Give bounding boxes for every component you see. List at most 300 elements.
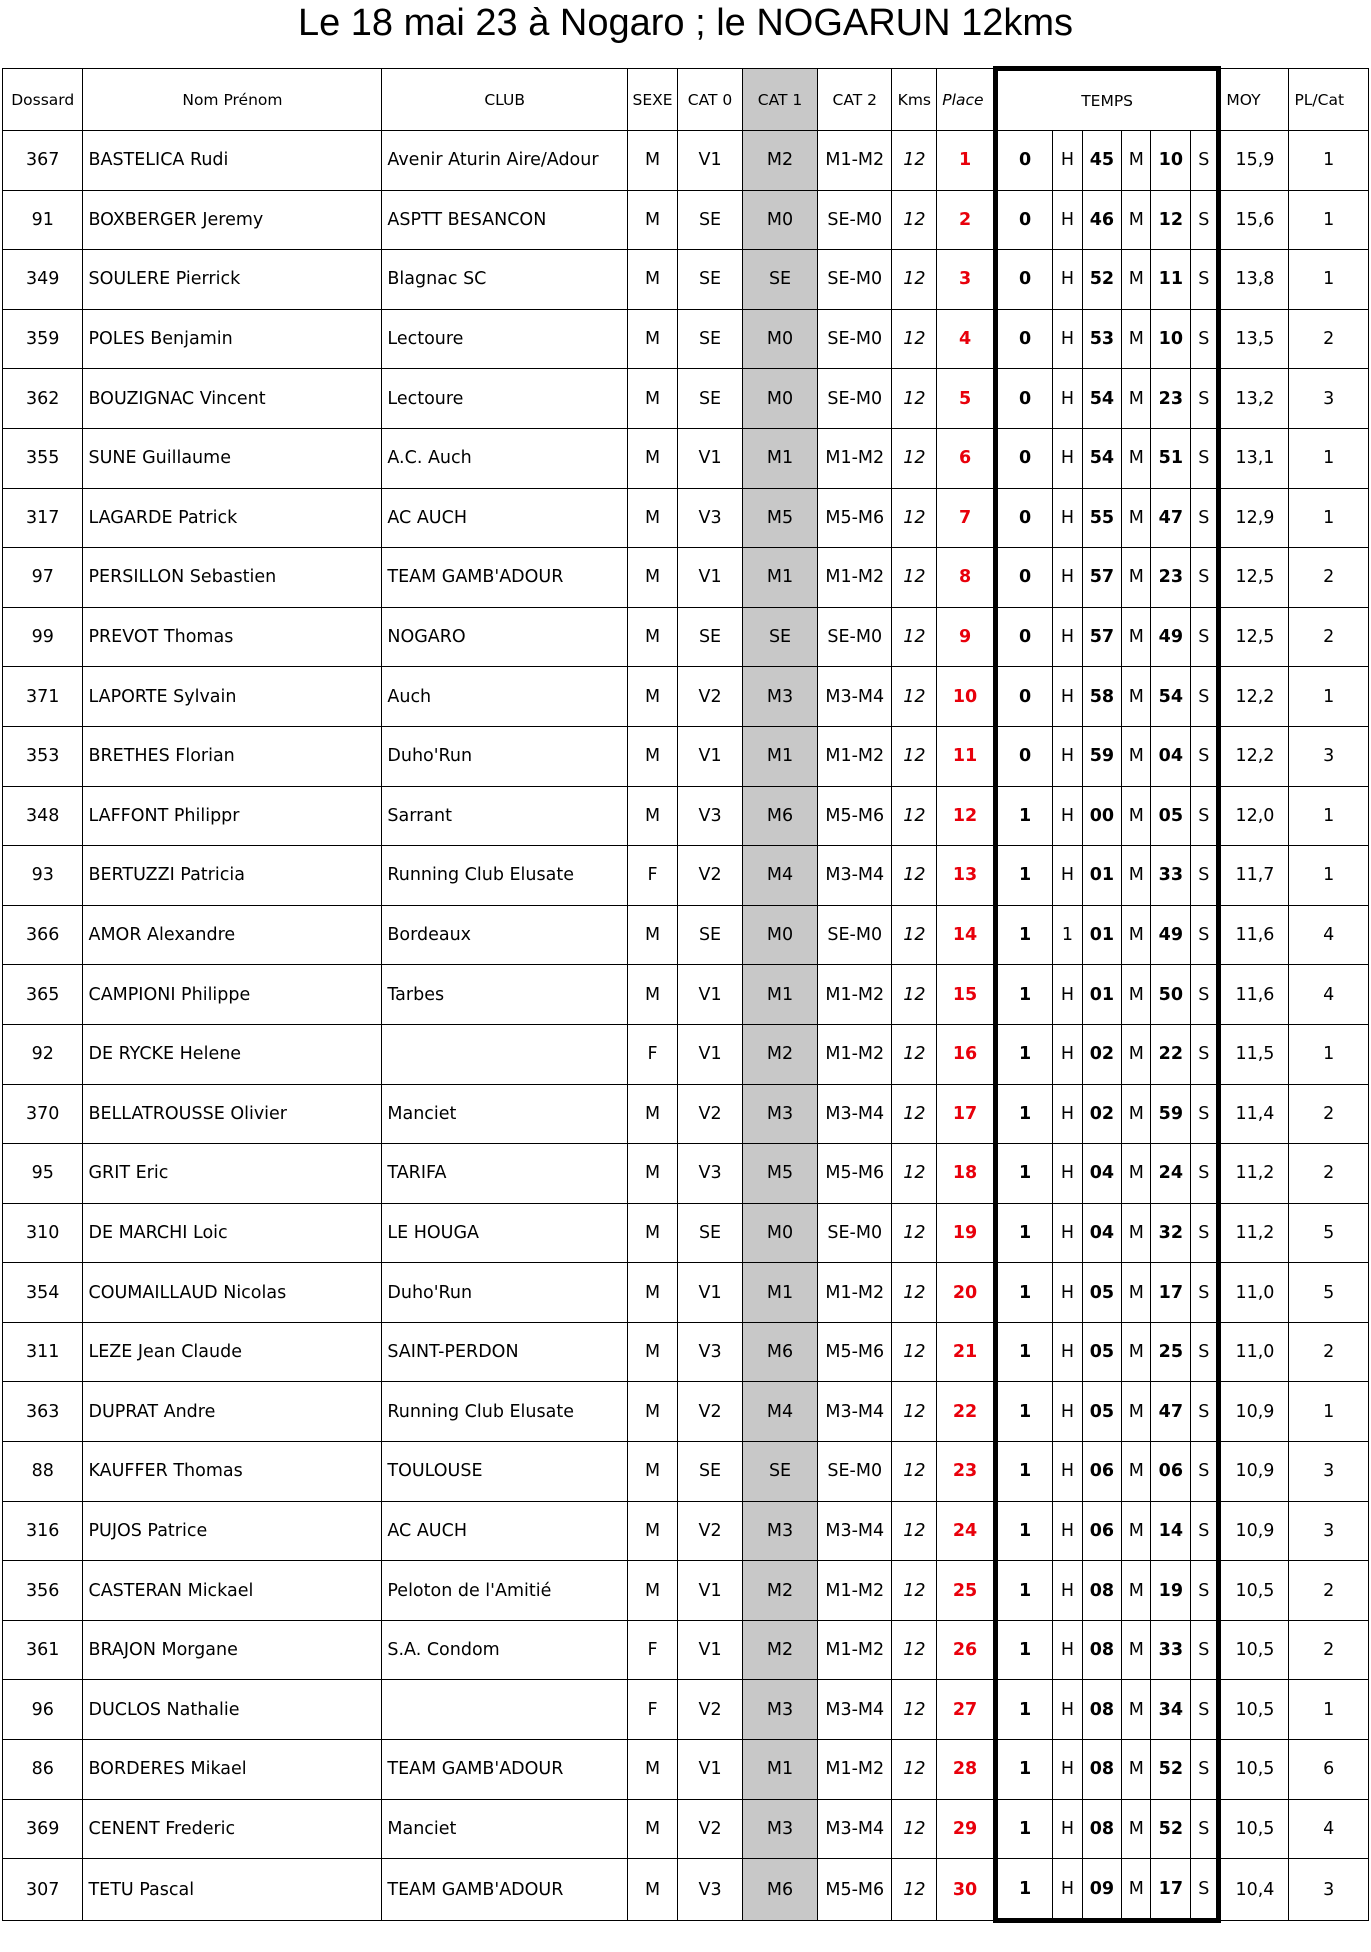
cell-minutes: 00 <box>1082 786 1122 846</box>
cell-plcat: 1 <box>1289 846 1369 906</box>
cell-place: 11 <box>937 726 996 786</box>
cell-cat0: V3 <box>678 786 743 846</box>
cell-place: 15 <box>937 965 996 1025</box>
cell-hours-label: H <box>1053 190 1082 250</box>
cell-seconds: 51 <box>1151 428 1191 488</box>
cell-cat2: M3-M4 <box>818 667 892 727</box>
table-row <box>3 1263 1369 1323</box>
cell-cat2: M5-M6 <box>818 786 892 846</box>
cell-moy: 12,2 <box>1219 726 1289 786</box>
cell-moy: 11,0 <box>1219 1263 1289 1323</box>
cell-sexe: F <box>627 846 677 906</box>
cell-dossard: 363 <box>3 1382 83 1442</box>
table-row <box>3 1799 1369 1859</box>
cell-cat0: V1 <box>678 1561 743 1621</box>
cell-cat1: M3 <box>742 1084 817 1144</box>
cell-nom: BOUZIGNAC Vincent <box>83 369 382 429</box>
cell-place: 1 <box>937 131 996 191</box>
cell-club: Tarbes <box>382 965 628 1025</box>
cell-sexe: M <box>627 1501 677 1561</box>
table-row <box>3 250 1369 310</box>
cell-minutes-label: M <box>1122 1501 1151 1561</box>
cell-nom: LEZE Jean Claude <box>83 1322 382 1382</box>
cell-moy: 10,5 <box>1219 1680 1289 1740</box>
cell-hours-label: 1 <box>1053 905 1082 965</box>
cell-sexe: M <box>627 607 677 667</box>
cell-hours: 1 <box>995 1620 1052 1680</box>
cell-cat2: SE-M0 <box>818 250 892 310</box>
cell-seconds: 17 <box>1151 1859 1191 1921</box>
cell-nom: BRAJON Morgane <box>83 1620 382 1680</box>
cell-nom: DE RYCKE Helene <box>83 1024 382 1084</box>
cell-seconds-label: S <box>1191 1740 1219 1800</box>
cell-hours: 0 <box>995 726 1052 786</box>
cell-cat1: M5 <box>742 488 817 548</box>
cell-cat1: M4 <box>742 846 817 906</box>
cell-kms: 12 <box>892 1620 937 1680</box>
cell-nom: COUMAILLAUD Nicolas <box>83 1263 382 1323</box>
cell-kms: 12 <box>892 786 937 846</box>
header-cat1: CAT 1 <box>742 69 817 131</box>
cell-plcat: 5 <box>1289 1263 1369 1323</box>
cell-sexe: M <box>627 667 677 727</box>
cell-moy: 11,7 <box>1219 846 1289 906</box>
cell-club: TARIFA <box>382 1144 628 1204</box>
table-row <box>3 548 1369 608</box>
cell-kms: 12 <box>892 190 937 250</box>
cell-minutes: 57 <box>1082 607 1122 667</box>
cell-seconds-label: S <box>1191 1322 1219 1382</box>
cell-hours: 0 <box>995 369 1052 429</box>
header-place: Place <box>937 69 996 131</box>
cell-seconds-label: S <box>1191 1263 1219 1323</box>
cell-sexe: M <box>627 309 677 369</box>
cell-minutes: 01 <box>1082 846 1122 906</box>
cell-cat1: M0 <box>742 309 817 369</box>
cell-kms: 12 <box>892 726 937 786</box>
cell-minutes: 05 <box>1082 1382 1122 1442</box>
cell-place: 27 <box>937 1680 996 1740</box>
cell-seconds-label: S <box>1191 667 1219 727</box>
cell-minutes-label: M <box>1122 786 1151 846</box>
cell-minutes: 57 <box>1082 548 1122 608</box>
cell-cat1: M2 <box>742 1561 817 1621</box>
cell-seconds-label: S <box>1191 1144 1219 1204</box>
cell-place: 20 <box>937 1263 996 1323</box>
cell-seconds: 47 <box>1151 1382 1191 1442</box>
cell-plcat: 3 <box>1289 726 1369 786</box>
cell-dossard: 95 <box>3 1144 83 1204</box>
header-dossard: Dossard <box>3 69 83 131</box>
cell-dossard: 362 <box>3 369 83 429</box>
cell-kms: 12 <box>892 607 937 667</box>
cell-cat2: SE-M0 <box>818 1203 892 1263</box>
cell-hours-label: H <box>1053 1442 1082 1502</box>
cell-dossard: 366 <box>3 905 83 965</box>
cell-moy: 10,4 <box>1219 1859 1289 1921</box>
cell-club: ASPTT BESANCON <box>382 190 628 250</box>
cell-moy: 15,6 <box>1219 190 1289 250</box>
cell-seconds: 23 <box>1151 548 1191 608</box>
cell-seconds-label: S <box>1191 1799 1219 1859</box>
cell-club: S.A. Condom <box>382 1620 628 1680</box>
cell-club: Bordeaux <box>382 905 628 965</box>
cell-minutes: 55 <box>1082 488 1122 548</box>
cell-minutes: 09 <box>1082 1859 1122 1921</box>
table-row <box>3 786 1369 846</box>
cell-club: Auch <box>382 667 628 727</box>
cell-place: 26 <box>937 1620 996 1680</box>
cell-place: 12 <box>937 786 996 846</box>
cell-seconds-label: S <box>1191 1442 1219 1502</box>
cell-sexe: M <box>627 1561 677 1621</box>
cell-cat1: M1 <box>742 726 817 786</box>
cell-plcat: 3 <box>1289 1501 1369 1561</box>
cell-seconds: 33 <box>1151 1620 1191 1680</box>
header-plcat: PL/Cat <box>1289 69 1369 131</box>
cell-seconds-label: S <box>1191 965 1219 1025</box>
cell-plcat: 2 <box>1289 1322 1369 1382</box>
cell-hours-label: H <box>1053 1620 1082 1680</box>
cell-cat0: SE <box>678 369 743 429</box>
cell-seconds: 24 <box>1151 1144 1191 1204</box>
cell-hours: 1 <box>995 1024 1052 1084</box>
cell-dossard: 310 <box>3 1203 83 1263</box>
cell-hours-label: H <box>1053 369 1082 429</box>
cell-club <box>382 1024 628 1084</box>
cell-plcat: 2 <box>1289 548 1369 608</box>
cell-seconds: 49 <box>1151 905 1191 965</box>
cell-club: Manciet <box>382 1084 628 1144</box>
cell-kms: 12 <box>892 1442 937 1502</box>
cell-cat0: SE <box>678 309 743 369</box>
cell-cat2: M1-M2 <box>818 1263 892 1323</box>
cell-place: 18 <box>937 1144 996 1204</box>
cell-seconds-label: S <box>1191 1024 1219 1084</box>
cell-hours: 0 <box>995 667 1052 727</box>
cell-cat1: SE <box>742 607 817 667</box>
cell-nom: BELLATROUSSE Olivier <box>83 1084 382 1144</box>
cell-cat2: M5-M6 <box>818 1144 892 1204</box>
cell-seconds-label: S <box>1191 250 1219 310</box>
cell-seconds: 22 <box>1151 1024 1191 1084</box>
cell-cat0: SE <box>678 190 743 250</box>
table-row <box>3 1084 1369 1144</box>
cell-nom: DUPRAT Andre <box>83 1382 382 1442</box>
cell-minutes: 06 <box>1082 1501 1122 1561</box>
table-row <box>3 428 1369 488</box>
cell-cat1: M2 <box>742 1024 817 1084</box>
cell-plcat: 3 <box>1289 1442 1369 1502</box>
cell-club: LE HOUGA <box>382 1203 628 1263</box>
cell-cat1: M1 <box>742 965 817 1025</box>
cell-minutes-label: M <box>1122 131 1151 191</box>
cell-hours-label: H <box>1053 1084 1082 1144</box>
cell-kms: 12 <box>892 1024 937 1084</box>
cell-club: Running Club Elusate <box>382 846 628 906</box>
cell-minutes-label: M <box>1122 1322 1151 1382</box>
cell-moy: 13,5 <box>1219 309 1289 369</box>
cell-nom: LAFFONT Philippr <box>83 786 382 846</box>
table-row <box>3 369 1369 429</box>
cell-nom: DE MARCHI Loic <box>83 1203 382 1263</box>
cell-moy: 11,0 <box>1219 1322 1289 1382</box>
cell-sexe: M <box>627 965 677 1025</box>
cell-kms: 12 <box>892 1322 937 1382</box>
cell-sexe: M <box>627 428 677 488</box>
cell-minutes-label: M <box>1122 1203 1151 1263</box>
cell-place: 17 <box>937 1084 996 1144</box>
cell-moy: 11,4 <box>1219 1084 1289 1144</box>
cell-moy: 12,9 <box>1219 488 1289 548</box>
cell-plcat: 2 <box>1289 1084 1369 1144</box>
cell-seconds-label: S <box>1191 369 1219 429</box>
cell-cat0: V1 <box>678 131 743 191</box>
cell-sexe: M <box>627 1442 677 1502</box>
cell-dossard: 354 <box>3 1263 83 1323</box>
cell-minutes: 46 <box>1082 190 1122 250</box>
cell-moy: 12,0 <box>1219 786 1289 846</box>
cell-plcat: 1 <box>1289 1382 1369 1442</box>
cell-moy: 10,5 <box>1219 1561 1289 1621</box>
cell-seconds-label: S <box>1191 428 1219 488</box>
cell-plcat: 1 <box>1289 428 1369 488</box>
cell-kms: 12 <box>892 1501 937 1561</box>
cell-cat2: SE-M0 <box>818 309 892 369</box>
cell-plcat: 1 <box>1289 786 1369 846</box>
cell-seconds: 14 <box>1151 1501 1191 1561</box>
cell-cat2: M1-M2 <box>818 1561 892 1621</box>
cell-hours: 1 <box>995 1144 1052 1204</box>
cell-moy: 11,6 <box>1219 905 1289 965</box>
cell-cat0: V1 <box>678 1263 743 1323</box>
table-row <box>3 1501 1369 1561</box>
cell-kms: 12 <box>892 369 937 429</box>
cell-club: AC AUCH <box>382 1501 628 1561</box>
cell-minutes-label: M <box>1122 309 1151 369</box>
cell-cat1: M6 <box>742 1859 817 1921</box>
cell-club <box>382 1680 628 1740</box>
cell-place: 16 <box>937 1024 996 1084</box>
cell-cat2: M3-M4 <box>818 1501 892 1561</box>
cell-place: 23 <box>937 1442 996 1502</box>
results-table <box>2 66 1369 1923</box>
cell-dossard: 91 <box>3 190 83 250</box>
cell-seconds-label: S <box>1191 1620 1219 1680</box>
cell-cat2: M5-M6 <box>818 488 892 548</box>
cell-cat0: V1 <box>678 726 743 786</box>
cell-cat1: SE <box>742 250 817 310</box>
cell-cat1: M2 <box>742 1620 817 1680</box>
cell-minutes: 54 <box>1082 369 1122 429</box>
cell-minutes: 05 <box>1082 1263 1122 1323</box>
cell-cat1: M4 <box>742 1382 817 1442</box>
cell-cat1: M1 <box>742 1263 817 1323</box>
cell-minutes: 54 <box>1082 428 1122 488</box>
cell-plcat: 1 <box>1289 667 1369 727</box>
cell-seconds-label: S <box>1191 1680 1219 1740</box>
cell-dossard: 367 <box>3 131 83 191</box>
table-row <box>3 1740 1369 1800</box>
table-row <box>3 1322 1369 1382</box>
table-row <box>3 726 1369 786</box>
cell-plcat: 3 <box>1289 369 1369 429</box>
cell-hours: 1 <box>995 905 1052 965</box>
header-cat0: CAT 0 <box>678 69 743 131</box>
cell-sexe: M <box>627 190 677 250</box>
cell-plcat: 1 <box>1289 1024 1369 1084</box>
cell-plcat: 1 <box>1289 1680 1369 1740</box>
header-sexe: SEXE <box>627 69 677 131</box>
cell-hours-label: H <box>1053 309 1082 369</box>
cell-seconds-label: S <box>1191 548 1219 608</box>
table-row <box>3 607 1369 667</box>
cell-cat2: M1-M2 <box>818 548 892 608</box>
cell-plcat: 3 <box>1289 1859 1369 1921</box>
cell-minutes-label: M <box>1122 905 1151 965</box>
cell-sexe: M <box>627 131 677 191</box>
cell-nom: PREVOT Thomas <box>83 607 382 667</box>
cell-minutes-label: M <box>1122 428 1151 488</box>
cell-dossard: 93 <box>3 846 83 906</box>
table-row <box>3 846 1369 906</box>
cell-hours-label: H <box>1053 786 1082 846</box>
cell-club: TEAM GAMB'ADOUR <box>382 548 628 608</box>
cell-cat2: M3-M4 <box>818 1382 892 1442</box>
cell-club: Duho'Run <box>382 1263 628 1323</box>
cell-cat2: M5-M6 <box>818 1859 892 1921</box>
cell-minutes: 01 <box>1082 905 1122 965</box>
cell-minutes: 53 <box>1082 309 1122 369</box>
cell-dossard: 361 <box>3 1620 83 1680</box>
cell-kms: 12 <box>892 1144 937 1204</box>
cell-minutes: 02 <box>1082 1084 1122 1144</box>
cell-club: SAINT-PERDON <box>382 1322 628 1382</box>
cell-club: TEAM GAMB'ADOUR <box>382 1740 628 1800</box>
cell-sexe: M <box>627 488 677 548</box>
cell-hours-label: H <box>1053 607 1082 667</box>
cell-sexe: F <box>627 1620 677 1680</box>
cell-club: Running Club Elusate <box>382 1382 628 1442</box>
cell-minutes-label: M <box>1122 667 1151 727</box>
cell-kms: 12 <box>892 250 937 310</box>
cell-sexe: M <box>627 1263 677 1323</box>
cell-minutes: 08 <box>1082 1561 1122 1621</box>
cell-kms: 12 <box>892 1680 937 1740</box>
cell-dossard: 99 <box>3 607 83 667</box>
cell-dossard: 355 <box>3 428 83 488</box>
cell-moy: 11,2 <box>1219 1144 1289 1204</box>
cell-dossard: 307 <box>3 1859 83 1921</box>
cell-plcat: 5 <box>1289 1203 1369 1263</box>
cell-cat2: M1-M2 <box>818 965 892 1025</box>
cell-place: 4 <box>937 309 996 369</box>
cell-hours: 1 <box>995 846 1052 906</box>
cell-dossard: 92 <box>3 1024 83 1084</box>
header-club: CLUB <box>382 69 628 131</box>
cell-seconds-label: S <box>1191 1203 1219 1263</box>
cell-minutes-label: M <box>1122 488 1151 548</box>
cell-hours: 0 <box>995 250 1052 310</box>
cell-kms: 12 <box>892 1859 937 1921</box>
cell-cat2: M1-M2 <box>818 428 892 488</box>
cell-plcat: 1 <box>1289 131 1369 191</box>
cell-moy: 15,9 <box>1219 131 1289 191</box>
cell-sexe: F <box>627 1024 677 1084</box>
cell-moy: 13,8 <box>1219 250 1289 310</box>
cell-hours-label: H <box>1053 1263 1082 1323</box>
cell-dossard: 371 <box>3 667 83 727</box>
cell-seconds: 47 <box>1151 488 1191 548</box>
cell-kms: 12 <box>892 1740 937 1800</box>
cell-hours-label: H <box>1053 1322 1082 1382</box>
cell-seconds: 10 <box>1151 131 1191 191</box>
cell-kms: 12 <box>892 905 937 965</box>
cell-kms: 12 <box>892 1203 937 1263</box>
cell-minutes-label: M <box>1122 1620 1151 1680</box>
cell-place: 14 <box>937 905 996 965</box>
cell-hours-label: H <box>1053 1144 1082 1204</box>
cell-place: 25 <box>937 1561 996 1621</box>
table-row <box>3 965 1369 1025</box>
cell-club: AC AUCH <box>382 488 628 548</box>
cell-cat0: V2 <box>678 1501 743 1561</box>
cell-cat0: V2 <box>678 1382 743 1442</box>
cell-moy: 12,5 <box>1219 548 1289 608</box>
cell-cat0: SE <box>678 905 743 965</box>
cell-dossard: 356 <box>3 1561 83 1621</box>
cell-minutes-label: M <box>1122 1799 1151 1859</box>
cell-cat0: V1 <box>678 1740 743 1800</box>
cell-cat2: SE-M0 <box>818 190 892 250</box>
cell-place: 8 <box>937 548 996 608</box>
cell-nom: BERTUZZI Patricia <box>83 846 382 906</box>
cell-cat1: M0 <box>742 1203 817 1263</box>
cell-cat1: M1 <box>742 1740 817 1800</box>
table-row <box>3 1442 1369 1502</box>
cell-minutes-label: M <box>1122 250 1151 310</box>
cell-hours: 0 <box>995 548 1052 608</box>
cell-dossard: 370 <box>3 1084 83 1144</box>
cell-kms: 12 <box>892 1561 937 1621</box>
cell-moy: 13,2 <box>1219 369 1289 429</box>
header-cat2: CAT 2 <box>818 69 892 131</box>
cell-minutes: 58 <box>1082 667 1122 727</box>
cell-cat1: M2 <box>742 131 817 191</box>
cell-plcat: 2 <box>1289 309 1369 369</box>
cell-plcat: 4 <box>1289 965 1369 1025</box>
cell-plcat: 1 <box>1289 488 1369 548</box>
cell-cat1: M6 <box>742 786 817 846</box>
cell-nom: DUCLOS Nathalie <box>83 1680 382 1740</box>
cell-kms: 12 <box>892 667 937 727</box>
cell-cat2: M3-M4 <box>818 1799 892 1859</box>
cell-minutes: 59 <box>1082 726 1122 786</box>
cell-cat2: M1-M2 <box>818 1620 892 1680</box>
cell-hours: 0 <box>995 428 1052 488</box>
cell-cat2: M5-M6 <box>818 1322 892 1382</box>
cell-kms: 12 <box>892 1263 937 1323</box>
cell-hours: 0 <box>995 488 1052 548</box>
cell-sexe: M <box>627 786 677 846</box>
cell-minutes: 08 <box>1082 1740 1122 1800</box>
cell-hours: 0 <box>995 190 1052 250</box>
cell-dossard: 353 <box>3 726 83 786</box>
cell-hours: 1 <box>995 786 1052 846</box>
cell-cat0: V3 <box>678 488 743 548</box>
cell-seconds-label: S <box>1191 846 1219 906</box>
cell-seconds: 12 <box>1151 190 1191 250</box>
